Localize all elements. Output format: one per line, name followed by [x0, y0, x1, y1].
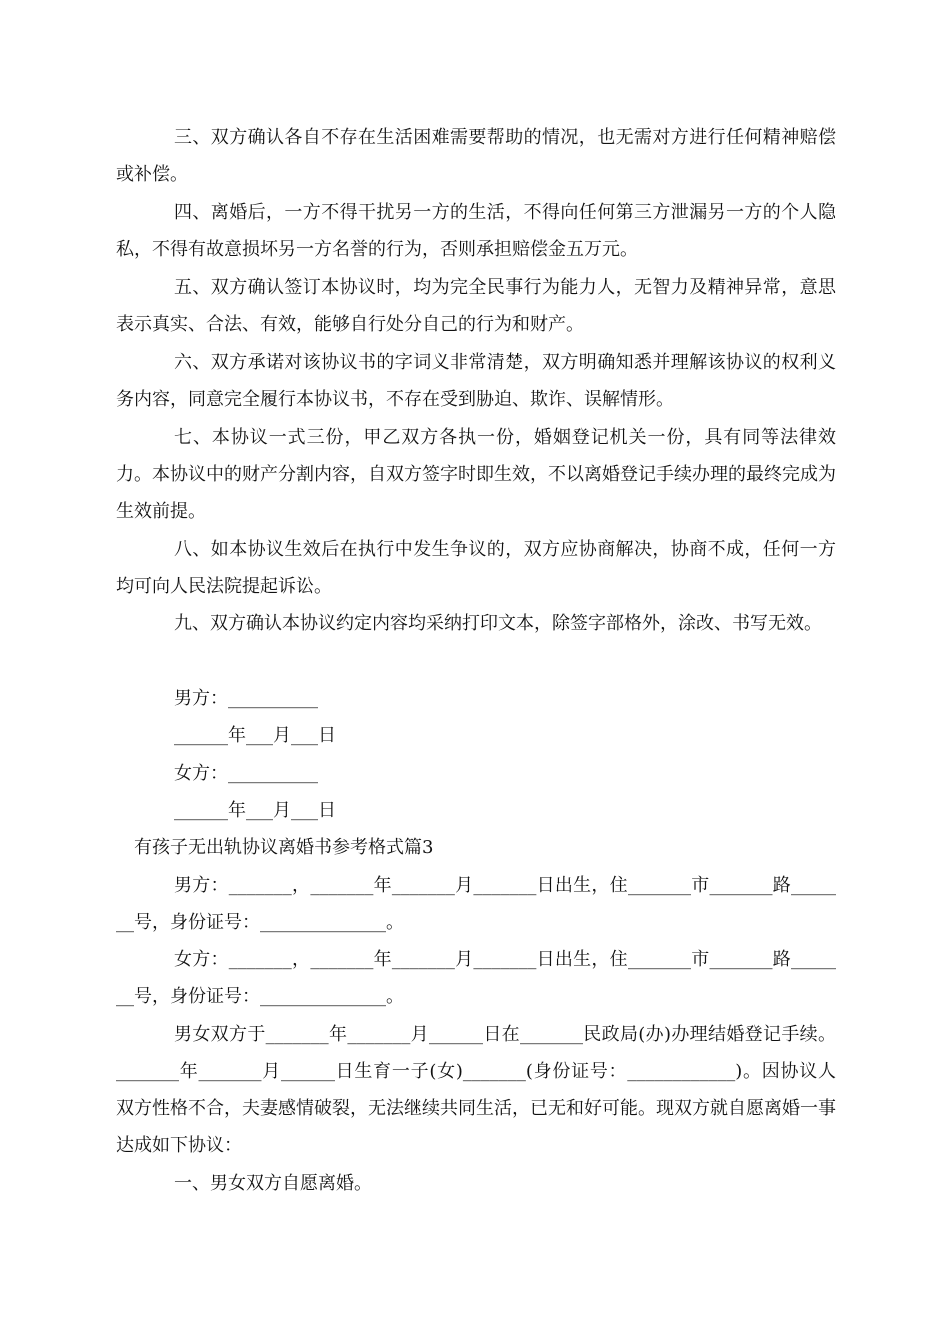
- clause-5: 五、双方确认签订本协议时，均为完全民事行为能力人，无智力及精神异常，意思表示真实、合法、有效，能够自行处分自己的行为和财产。: [116, 277, 836, 335]
- clause-7: 七、本协议一式三份，甲乙双方各执一份，婚姻登记机关一份，具有同等法律效力。本协议中的财产分割内容，自双方签字时即生效，不以离婚登记手续办理的最终完成为生效前提。: [116, 427, 836, 522]
- section-title: 有孩子无出轨协议离婚书参考格式篇3: [134, 837, 434, 858]
- clause-4: 四、离婚后，一方不得干扰另一方的生活，不得向任何第三方泄漏另一方的个人隐私，不得有故意损坏另一方名誉的行为，否则承担赔偿金五万元。: [116, 202, 836, 260]
- clause-1: 一、男女双方自愿离婚。: [174, 1173, 372, 1194]
- clause-3: 三、双方确认各自不存在生活困难需要帮助的情况，也无需对方进行任何精神赔偿或补偿。: [116, 127, 836, 185]
- party-male: 男方：_______，_______年_______月_______日出生，住_______市_______路_______号，身份证号：______________。: [116, 875, 836, 933]
- male-signature-line: 男方：__________: [174, 688, 318, 709]
- intro-paragraph: 男女双方于_______年_______月______日在_______民政局(办)办理结婚登记手续。_______年_______月______日生育一子(女)_______(身份证号：____________)。因协议人双方性格不合，夫妻感情破裂，无法继续共同生活，已无和好可能。现双方就自愿离婚一事达成如下协议：: [116, 1024, 836, 1156]
- female-signature-line: 女方：__________: [174, 763, 318, 784]
- clause-6: 六、双方承诺对该协议书的字词义非常清楚，双方明确知悉并理解该协议的权利义务内容，同意完全履行本协议书，不存在受到胁迫、欺诈、误解情形。: [116, 352, 836, 410]
- clause-9: 九、双方确认本协议约定内容均采纳打印文本，除签字部格外，涂改、书写无效。: [174, 613, 822, 634]
- clause-8: 八、如本协议生效后在执行中发生争议的，双方应协商解决，协商不成，任何一方均可向人民法院提起诉讼。: [116, 539, 836, 597]
- female-date-line: ______年___月___日: [174, 800, 336, 821]
- party-female: 女方：_______，_______年_______月_______日出生，住_______市_______路_______号，身份证号：______________。: [116, 949, 836, 1007]
- male-date-line: ______年___月___日: [174, 725, 336, 746]
